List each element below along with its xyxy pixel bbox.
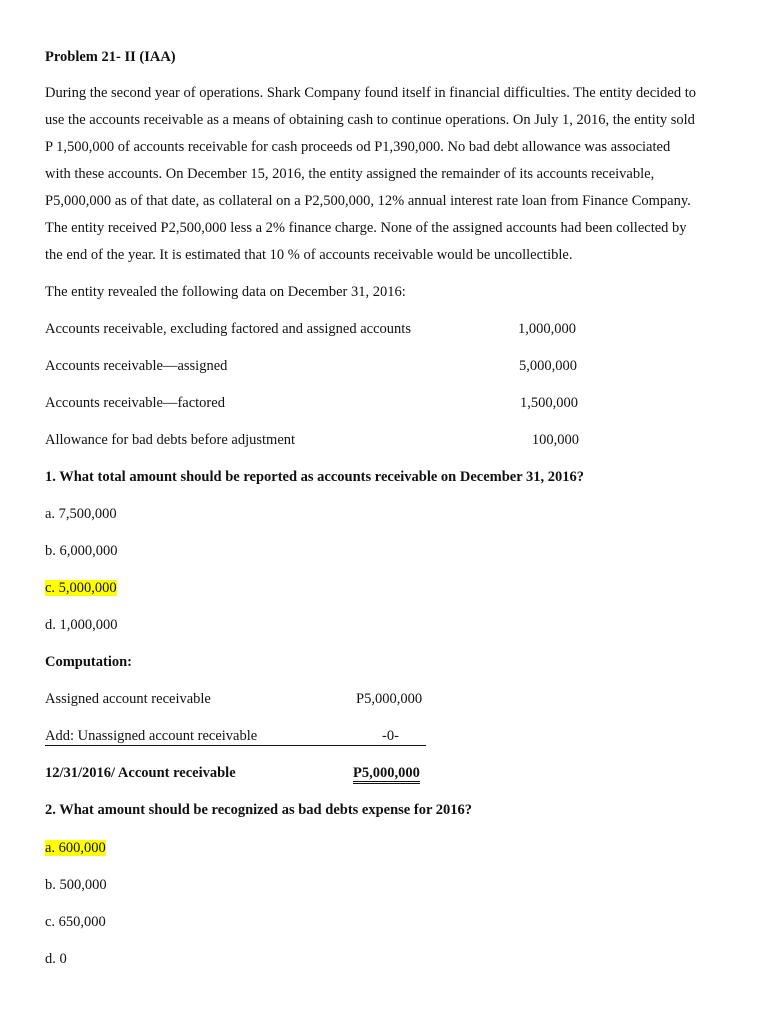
data-row-value: 1,500,000 — [520, 395, 578, 411]
computation-heading: Computation: — [45, 654, 133, 670]
q1-option-a: a. 7,500,000 — [45, 506, 117, 522]
computation-row-value: -0- — [382, 728, 399, 744]
total-double-underline: P5,000,000 — [353, 765, 420, 784]
data-row-label: Accounts receivable—assigned — [45, 358, 228, 374]
computation-row-label: Add: Unassigned account receivable — [45, 728, 258, 744]
data-row-value: 1,000,000 — [518, 321, 576, 337]
computation-row-underlined — [45, 727, 426, 746]
paragraph-line: P5,000,000 as of that date, as collateral on a P2,500,000, 12% annual interest rate loan from Finance Company. — [45, 193, 691, 209]
paragraph-line: the end of the year. It is estimated that 10 % of accounts receivable would be uncollectible. — [45, 247, 573, 263]
q2-option-d: d. 0 — [45, 951, 67, 967]
q1-option-b: b. 6,000,000 — [45, 543, 118, 559]
paragraph-line: use the accounts receivable as a means of obtaining cash to continue operations. On July 1, 2016, the entity sold — [45, 112, 695, 128]
q1-option-d: d. 1,000,000 — [45, 617, 118, 633]
data-row-value: 100,000 — [531, 432, 579, 448]
data-row-label: Allowance for bad debts before adjustment — [45, 432, 296, 448]
question-2: 2. What amount should be recognized as bad debts expense for 2016? — [45, 802, 472, 818]
paragraph-line: P 1,500,000 of accounts receivable for cash proceeds od P1,390,000. No bad debt allowance was associated — [45, 139, 671, 155]
paragraph-line: The entity received P2,500,000 less a 2% finance charge. None of the assigned accounts had been collected by — [45, 220, 687, 236]
data-intro: The entity revealed the following data on December 31, 2016: — [45, 284, 406, 300]
answer-highlight: a. 600,000 — [45, 840, 106, 856]
q2-option-b: b. 500,000 — [45, 877, 107, 893]
problem-title: Problem 21- II (IAA) — [45, 49, 176, 65]
data-row-label: Accounts receivable—factored — [45, 395, 225, 411]
data-row-label: Accounts receivable, excluding factored and assigned accounts — [45, 321, 411, 337]
data-row-value: 5,000,000 — [519, 358, 577, 374]
computation-row-value: P5,000,000 — [356, 691, 423, 707]
computation-row-label: Assigned account receivable — [45, 691, 211, 707]
computation-total-value — [353, 764, 420, 782]
question-1: 1. What total amount should be reported as accounts receivable on December 31, 2016? — [45, 469, 585, 485]
q2-option-a-answer — [45, 839, 106, 857]
computation-total-label: 12/31/2016/ Account receivable — [45, 765, 236, 781]
q1-option-c-answer — [45, 579, 117, 597]
answer-highlight: c. 5,000,000 — [45, 580, 117, 596]
paragraph-line: with these accounts. On December 15, 2016, the entity assigned the remainder of its accounts receivable, — [45, 166, 655, 182]
q2-option-c: c. 650,000 — [45, 914, 106, 930]
paragraph-line: During the second year of operations. Shark Company found itself in financial difficulties. The entity decided to — [45, 85, 696, 101]
